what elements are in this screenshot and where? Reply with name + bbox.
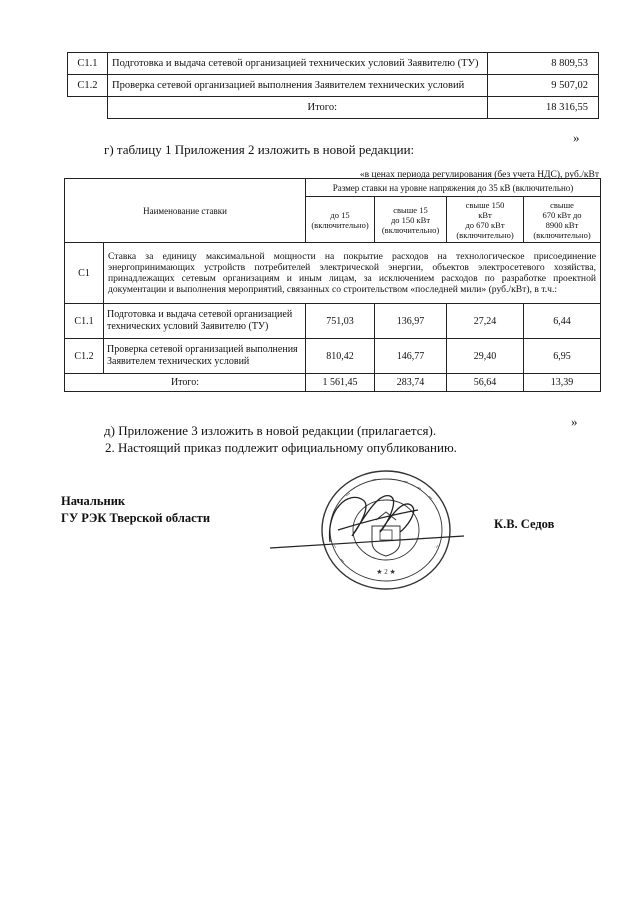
rates-table-2 — [64, 178, 601, 392]
header-line: 8900 кВт — [545, 219, 579, 230]
header-line: (включительно) — [381, 224, 440, 235]
total-value: 1 561,45 — [306, 374, 375, 392]
column-header — [306, 197, 375, 243]
header-line: свыше 150 — [465, 199, 505, 210]
total-value: 18 316,55 — [488, 97, 599, 119]
total-value: 283,74 — [375, 374, 447, 392]
row-name: Подготовка и выдача сетевой организацией технических условий Заявителю (ТУ) — [104, 304, 306, 339]
column-header — [375, 197, 447, 243]
total-value: 13,39 — [524, 374, 601, 392]
header-line: свыше 15 — [393, 204, 428, 215]
paragraph-2: 2. Настоящий приказ подлежит официальному опубликованию. — [105, 440, 457, 455]
closing-quote: » — [573, 130, 580, 145]
header-line: (включительно) — [533, 229, 591, 240]
row-code: С1.2 — [65, 339, 104, 374]
total-label: Итого: — [65, 374, 306, 392]
row-code: С1.1 — [65, 304, 104, 339]
column-header — [447, 197, 524, 243]
total-label: Итого: — [108, 97, 488, 119]
paragraph-d: д) Приложение 3 изложить в новой редакции (прилагается). — [104, 423, 437, 438]
row-value: 810,42 — [306, 339, 375, 374]
row-name: Подготовка и выдача сетевой организацией технических условий Заявителю (ТУ) — [108, 53, 488, 75]
row-name: Проверка сетевой организацией выполнения Заявителем технических условий — [108, 75, 488, 97]
row-value: 29,40 — [447, 339, 524, 374]
header-line: до 150 кВт — [390, 214, 431, 225]
row-value: 9 507,02 — [488, 75, 599, 97]
header-line: (включительно) — [456, 229, 514, 240]
column-header-name: Наименование ставки — [65, 179, 306, 243]
header-row — [65, 179, 601, 197]
row-value: 136,97 — [375, 304, 447, 339]
row-code: С1 — [65, 243, 104, 304]
row-value: 6,44 — [524, 304, 601, 339]
table-row — [65, 243, 601, 304]
table-note: «в ценах периода регулирования (без учета НДС), руб./кВт — [359, 170, 599, 180]
row-description: Ставка за единицу максимальной мощности на покрытие расходов на технологическое присоединение энергопринимающих устройств потребителей электрической энергии, объектов электросетевого хозяйства, принадлежащих сетевым организациям и иным лицам, за исключением расходов по разработке проектной документации и выполнения мероприятий, связанных со строительством «последней мили» (руб./кВт), в т.ч.: — [104, 243, 601, 304]
table-row — [65, 304, 601, 339]
rates-table-1 — [67, 52, 599, 119]
row-code: С1.2 — [68, 75, 108, 97]
signatory-name: К.В. Седов — [494, 517, 555, 531]
column-header-voltage: Размер ставки на уровне напряжения до 35 кВ (включительно) — [306, 179, 601, 197]
closing-quote: » — [571, 414, 578, 429]
row-code: С1.1 — [68, 53, 108, 75]
row-name: Проверка сетевой организацией выполнения Заявителем технических условий — [104, 339, 306, 374]
header-line: кВт — [478, 209, 492, 220]
row-value: 27,24 — [447, 304, 524, 339]
row-value: 751,03 — [306, 304, 375, 339]
handwritten-signature — [268, 470, 468, 560]
total-row — [65, 374, 601, 392]
header-line: 670 кВт до — [542, 209, 582, 220]
header-line: до 15 — [330, 209, 350, 220]
signatory-organization: ГУ РЭК Тверской области — [61, 511, 211, 525]
total-value: 56,64 — [447, 374, 524, 392]
row-value: 6,95 — [524, 339, 601, 374]
header-line: до 670 кВт — [465, 219, 505, 230]
table-row — [68, 53, 599, 75]
header-line: (включительно) — [311, 219, 369, 230]
header-line: свыше — [550, 199, 574, 210]
table-row — [65, 339, 601, 374]
column-header — [524, 197, 601, 243]
paragraph-g: г) таблицу 1 Приложения 2 изложить в новой редакции: — [104, 142, 415, 157]
seal-star-text: ★ 2 ★ — [376, 568, 396, 576]
row-value: 8 809,53 — [488, 53, 599, 75]
row-value: 146,77 — [375, 339, 447, 374]
signatory-position: Начальник — [61, 494, 126, 508]
table-row — [68, 75, 599, 97]
total-row — [68, 97, 599, 119]
